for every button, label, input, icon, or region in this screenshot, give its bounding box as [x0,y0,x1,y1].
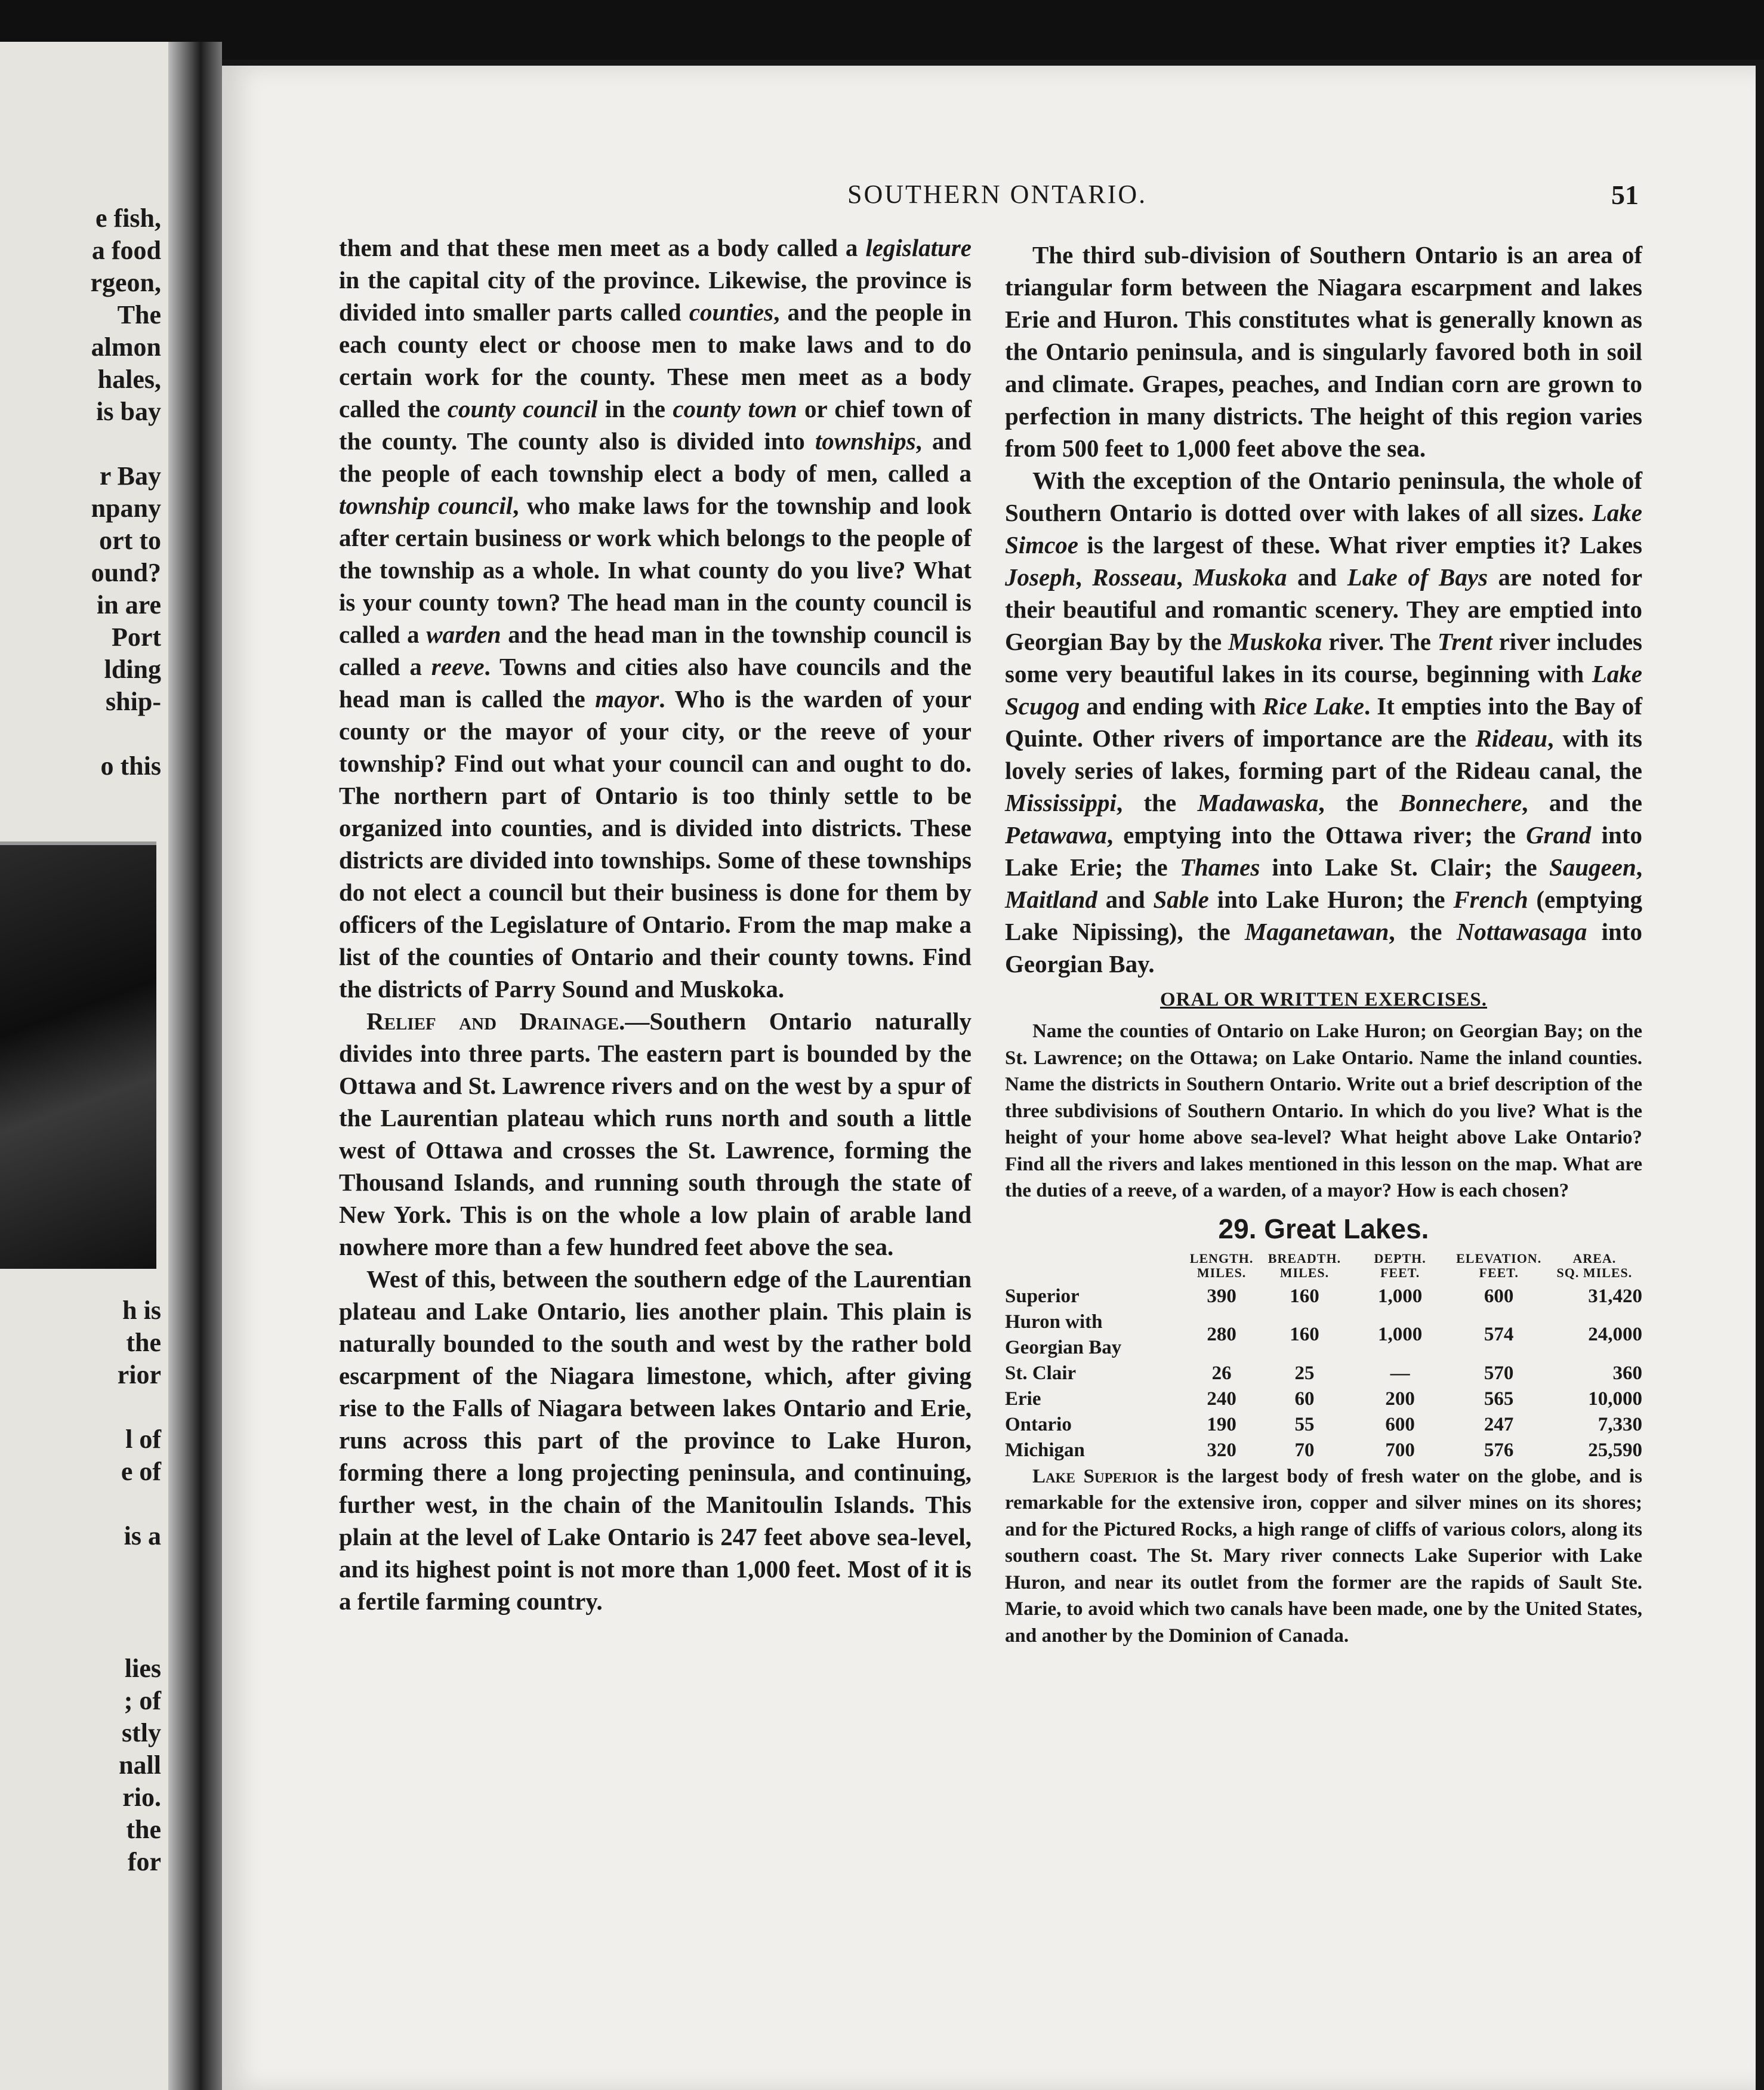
fragment-line: stly [122,1718,161,1747]
fragment-line: lies [124,1654,161,1683]
fragment-line: rio. [122,1783,161,1812]
fragment-line: the [126,1328,161,1357]
fragment-line: e fish, [95,204,161,233]
fragment-line: ; of [124,1686,161,1715]
fragment-line: rior [117,1360,161,1389]
column-header: BREADTH. MILES. [1268,1250,1341,1280]
book-gutter [168,42,222,2090]
facing-page-fragment [0,42,168,2090]
fragment-line: the [126,1815,161,1844]
paragraph-relief-drainage: Relief and Drainage.—Southern Ontario naturally divides into three parts. The eastern part is bounded by the Ottawa and St. Lawrence rivers and on the west by a spur of the Laurentian plateau which runs north and south a little west of Ottawa and crosses the St. Lawrence, forming the Thousand Islands, and running south through the state of New York. This is on the whole a low plain of arable land nowhere more than a few hundred feet above the sea. [339,1007,972,1260]
paragraph-second-plain: West of this, between the southern edge of the Laurentian plateau and Lake Ontario, lies another plain. This plain is naturally bounded to the south and west by the rather bold escarpment of the Niagara limestone, which, after giving rise to the Falls of Niagara between lakes Ontario and Erie, runs across this part of the province to Lake Huron, forming there a long projecting peninsula, and continuing, further west, in the chain of the Manitoulin Islands. This plain at the level of Lake Ontario is 247 feet above sea-level, and its highest point is not more than 1,000 feet. Most of it is a fertile farming country. [339,1265,972,1615]
running-head: SOUTHERN ONTARIO. [847,180,1148,209]
fragment-line: for [127,1847,161,1876]
right-text-column [1005,239,1642,1649]
scan-background [0,0,1764,60]
paragraph-lakes-rivers: With the exception of the Ontario peninsula, the whole of Southern Ontario is dotted over with lakes of all sizes. Lake Simcoe is the largest of these. What river empties it? Lakes Joseph, Rosseau, Muskoka and Lake of Bays are noted for their beautiful and romantic scenery. They are emptied into Georgian Bay by the Muskoka river. The Trent river includes some very beautiful lakes in its course, beginning with Lake Scugog and ending with Rice Lake. It empties into the Bay of Quinte. Other rivers of importance are the Rideau, with its lovely series of lakes, forming part of the Rideau canal, the Mississippi, the Madawaska, the Bonnechere, and the Petawawa, emptying into the Ottawa river; the Grand into Lake Erie; the Thames into Lake St. Clair; the Saugeen, Maitland and Sable into Lake Huron; the French (emptying Lake Nipissing), the Maganetawan, the Nottawasaga into Georgian Bay. [1005,467,1643,978]
page-number: 51 [1611,180,1639,210]
fragment-line: rgeon, [90,268,161,297]
fragment-line: h is [122,1296,161,1325]
fragment-line: e of [121,1457,161,1486]
fragment-line: almon [91,332,161,362]
column-header: AREA. SQ. MILES. [1556,1250,1633,1280]
relief-drainage-heading: Relief and Drainage. [366,1007,625,1035]
fragment-line: ound? [91,558,161,587]
fragment-line: ort to [99,526,161,555]
fragment-line: r Bay [99,461,161,491]
section-title: 29. Great Lakes. [1218,1213,1429,1244]
fragment-line: a food [91,236,161,265]
fragment-line: hales, [97,365,161,394]
fragment-line: npany [91,494,161,523]
left-text-column [339,232,972,1617]
column-header: DEPTH. FEET. [1374,1250,1426,1280]
table-row: Michigan 320 70 700 576 25,590 [1005,1439,1642,1461]
fragment-line: l of [125,1425,161,1454]
table-row: Erie 240 60 200 565 10,000 [1005,1388,1642,1410]
column-header: LENGTH. MILES. [1189,1250,1254,1280]
great-lakes-table [1005,1251,1642,1463]
paragraph-government: them and that these men meet as a body called a legislature in the capital city of the province. Likewise, the province is divided into smaller parts called counties, and the people in each county elect or choose men to make laws and to do certain work for the county. These men meet as a body called the county council in the county town or chief town of the county. The county also is divided into townships, and the people of each township elect a body of men, called a township council, who make laws for the township and look after certain business or work which belongs to the people of the township as a whole. In what county do you live? What is your county town? The head man in the county council is called a warden and the head man in the township council is called a reeve. Towns and cities also have councils and the head man is called the mayor. Who is the warden of your county or the mayor of your city, or the reeve of your township? Find out what your council can and ought to do. The northern part of Ontario is too thinly settle to be organized into counties, and is divided into districts. These districts are divided into townships. Some of these townships do not elect a council but their business is done for them by officers of the Legislature of Ontario. From the map make a list of the counties of Ontario and their county towns. Find the districts of Parry Sound and Muskoka. [339,234,972,1003]
exercises-text: Name the counties of Ontario on Lake Huron; on Georgian Bay; on the St. Lawrence; on the Ottawa; on Lake Ontario. Name the inland counties. Name the districts in Southern Ontario. Write out a brief description of the three subdivisions of Southern Ontario. In which do you live? What is the height of your home above sea-level? What height above Lake Ontario? Find all the rivers and lakes mentioned in this lesson on the map. What are the duties of a reeve, of a warden, of a mayor? How is each chosen? [1005,1021,1642,1201]
paragraph-ontario-peninsula: The third sub-division of Southern Ontario is an area of triangular form between the Niagara escarpment and lakes Erie and Huron. This constitutes what is generally known as the Ontario peninsula, and is singularly favored both in soil and climate. Grapes, peaches, and Indian corn are grown to perfection in many districts. The height of this region varies from 500 feet to 1,000 feet above the sea. [1005,241,1642,462]
exercises-heading: ORAL OR WRITTEN EXERCISES. [1159,989,1488,1010]
table-row: Superior 390 160 1,000 600 31,420 [1005,1285,1642,1307]
lake-superior-paragraph: Lake Superior is the largest body of fresh water on the globe, and is remarkable for the extensive iron, copper and silver mines on its shores; and for the Pictured Rocks, a high range of cliffs of various colors, along its southern coast. The St. Mary river connects Lake Superior with Lake Huron, and near its outlet from the former are the rapids of Sault Ste. Marie, to avoid which two canals have been made, one by the United States, and another by the Dominion of Canada. [1005,1465,1642,1647]
fragment-line: The [117,300,161,329]
fragment-line: is a [124,1521,161,1550]
table-row: Ontario 190 55 600 247 7,330 [1005,1413,1642,1435]
fragment-line: Port [111,622,161,652]
fragment-line: in are [97,590,161,619]
fragment-line: ship- [106,687,161,716]
lake-superior-heading: Lake Superior [1032,1465,1158,1487]
column-header: ELEVATION. FEET. [1456,1250,1542,1280]
fragment-line: is bay [96,397,161,426]
fragment-line: lding [104,655,161,684]
table-header-row [1005,1251,1642,1284]
fragment-line: nall [119,1750,161,1780]
table-row: St. Clair 26 25 — 570 360 [1005,1362,1642,1384]
facing-page-photo [0,841,156,1269]
fragment-line: o this [100,751,161,781]
table-row: Huron with Georgian Bay 280 160 1,000 574 24,000 [1005,1311,1642,1358]
